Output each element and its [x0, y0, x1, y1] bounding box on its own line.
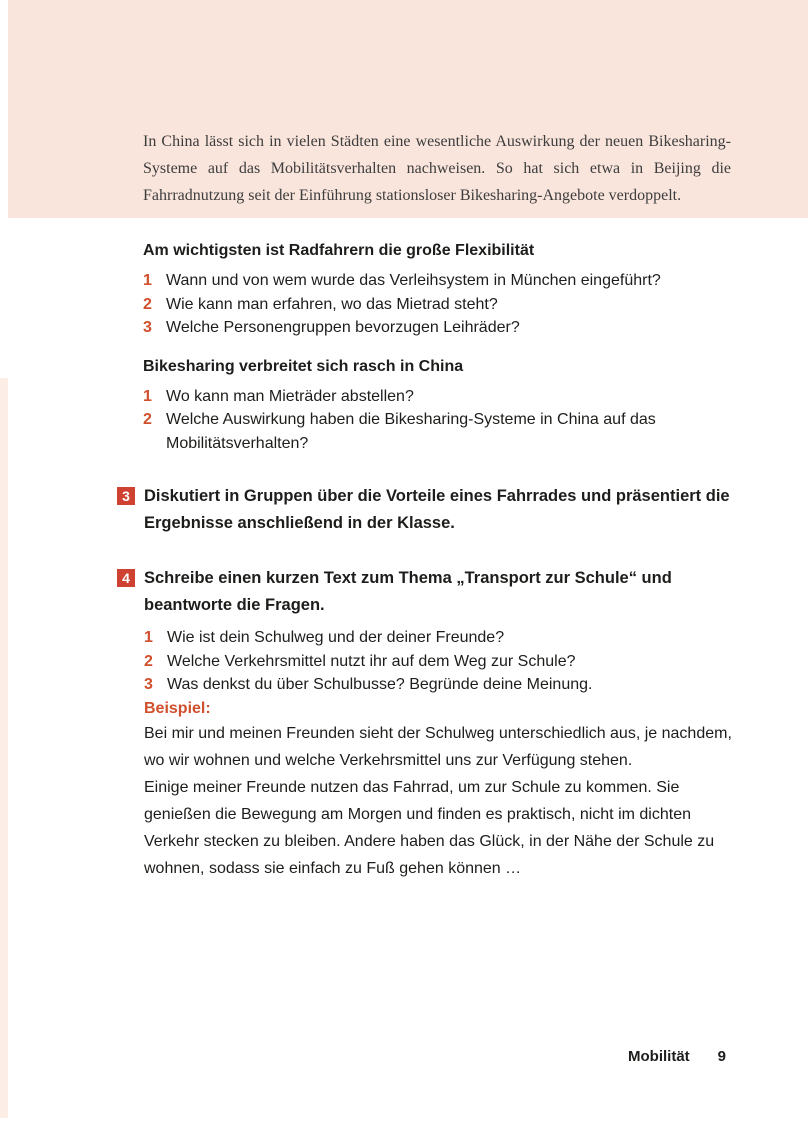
item-number: 3 [144, 676, 153, 693]
question-list [143, 269, 733, 340]
item-text: Welche Personengruppen bevorzugen Leihräder? [166, 319, 520, 336]
item-text: Wann und von wem wurde das Verleihsystem in München eingeführt? [166, 272, 661, 289]
section-heading-flexibility: Am wichtigsten ist Radfahrern die große Flexibilität [143, 242, 535, 259]
exercise-instruction: Schreibe einen kurzen Text zum Thema „Transport zur Schule“ und beantworte die Fragen. [144, 569, 672, 614]
item-text: Wo kann man Mieträder abstellen? [166, 387, 414, 405]
exercise-body [144, 483, 733, 537]
exercise-instruction: Diskutiert in Gruppen über die Vorteile eines Fahrrades und präsentiert die Ergebnisse anschließend in der Klasse. [144, 487, 730, 532]
chapter-title: Mobilität [628, 1048, 690, 1065]
list-item [143, 269, 733, 293]
list-item [144, 673, 733, 697]
exercise-3 [122, 483, 733, 537]
item-number: 1 [144, 629, 153, 646]
item-text: Was denkst du über Schulbusse? Begründe deine Meinung. [167, 676, 593, 693]
exercise-number-badge: 3 [117, 487, 135, 505]
example-paragraph: Einige meiner Freunde nutzen das Fahrrad, um zur Schule zu kommen. Sie genießen die Bewegung am Morgen und finden es praktisch, nicht im dichten Verkehr stecken zu bleiben. Andere haben das Glück, in der Nähe der Schule zu wohnen, sodass sie einfach zu Fuß gehen können … [144, 779, 715, 877]
item-number: 2 [144, 652, 153, 670]
section-heading-bikesharing-china: Bikesharing verbreitet sich rasch in China [143, 357, 464, 375]
item-text: Wie ist dein Schulweg und der deiner Freunde? [167, 629, 505, 646]
list-item [144, 650, 733, 674]
item-number: 2 [143, 295, 152, 313]
item-text: Wie kann man erfahren, wo das Mietrad steht? [166, 295, 498, 313]
intro-paragraph: In China lässt sich in vielen Städten eine wesentliche Auswirkung der neuen Bikesharing-Systeme auf das Mobilitätsverhalten nachweisen. So hat sich etwa in Beijing die Fahrradnutzung seit der Einführung stationsloser Bikesharing-Angebote verdoppelt. [143, 133, 731, 204]
exercise-number-badge: 4 [117, 569, 135, 587]
item-number: 1 [143, 272, 152, 289]
page-number: 9 [717, 1048, 726, 1065]
example-label: Beispiel: [144, 699, 211, 717]
list-item [144, 626, 733, 650]
page-footer [628, 1048, 726, 1065]
item-text: Welche Auswirkung haben die Bikesharing-Systeme in China auf das Mobilitätsverhalten? [166, 411, 656, 452]
question-list [143, 385, 733, 456]
list-item [143, 385, 733, 409]
intro-banner [8, 0, 808, 218]
main-content [122, 240, 733, 882]
left-edge-stripe [0, 378, 8, 1118]
exercise-body [144, 565, 733, 882]
item-number: 3 [143, 319, 152, 336]
exercise-4 [122, 565, 733, 882]
item-number: 1 [143, 387, 152, 405]
list-item [143, 408, 733, 455]
item-text: Welche Verkehrsmittel nutzt ihr auf dem Weg zur Schule? [167, 652, 576, 670]
exercise-question-list [144, 626, 733, 697]
list-item [143, 316, 733, 340]
example-paragraph: Bei mir und meinen Freunden sieht der Schulweg unterschiedlich aus, je nachdem, wo wir wohnen und welche Verkehrsmittel uns zur Verfügung stehen. [144, 725, 732, 769]
list-item [143, 293, 733, 317]
item-number: 2 [143, 411, 152, 428]
